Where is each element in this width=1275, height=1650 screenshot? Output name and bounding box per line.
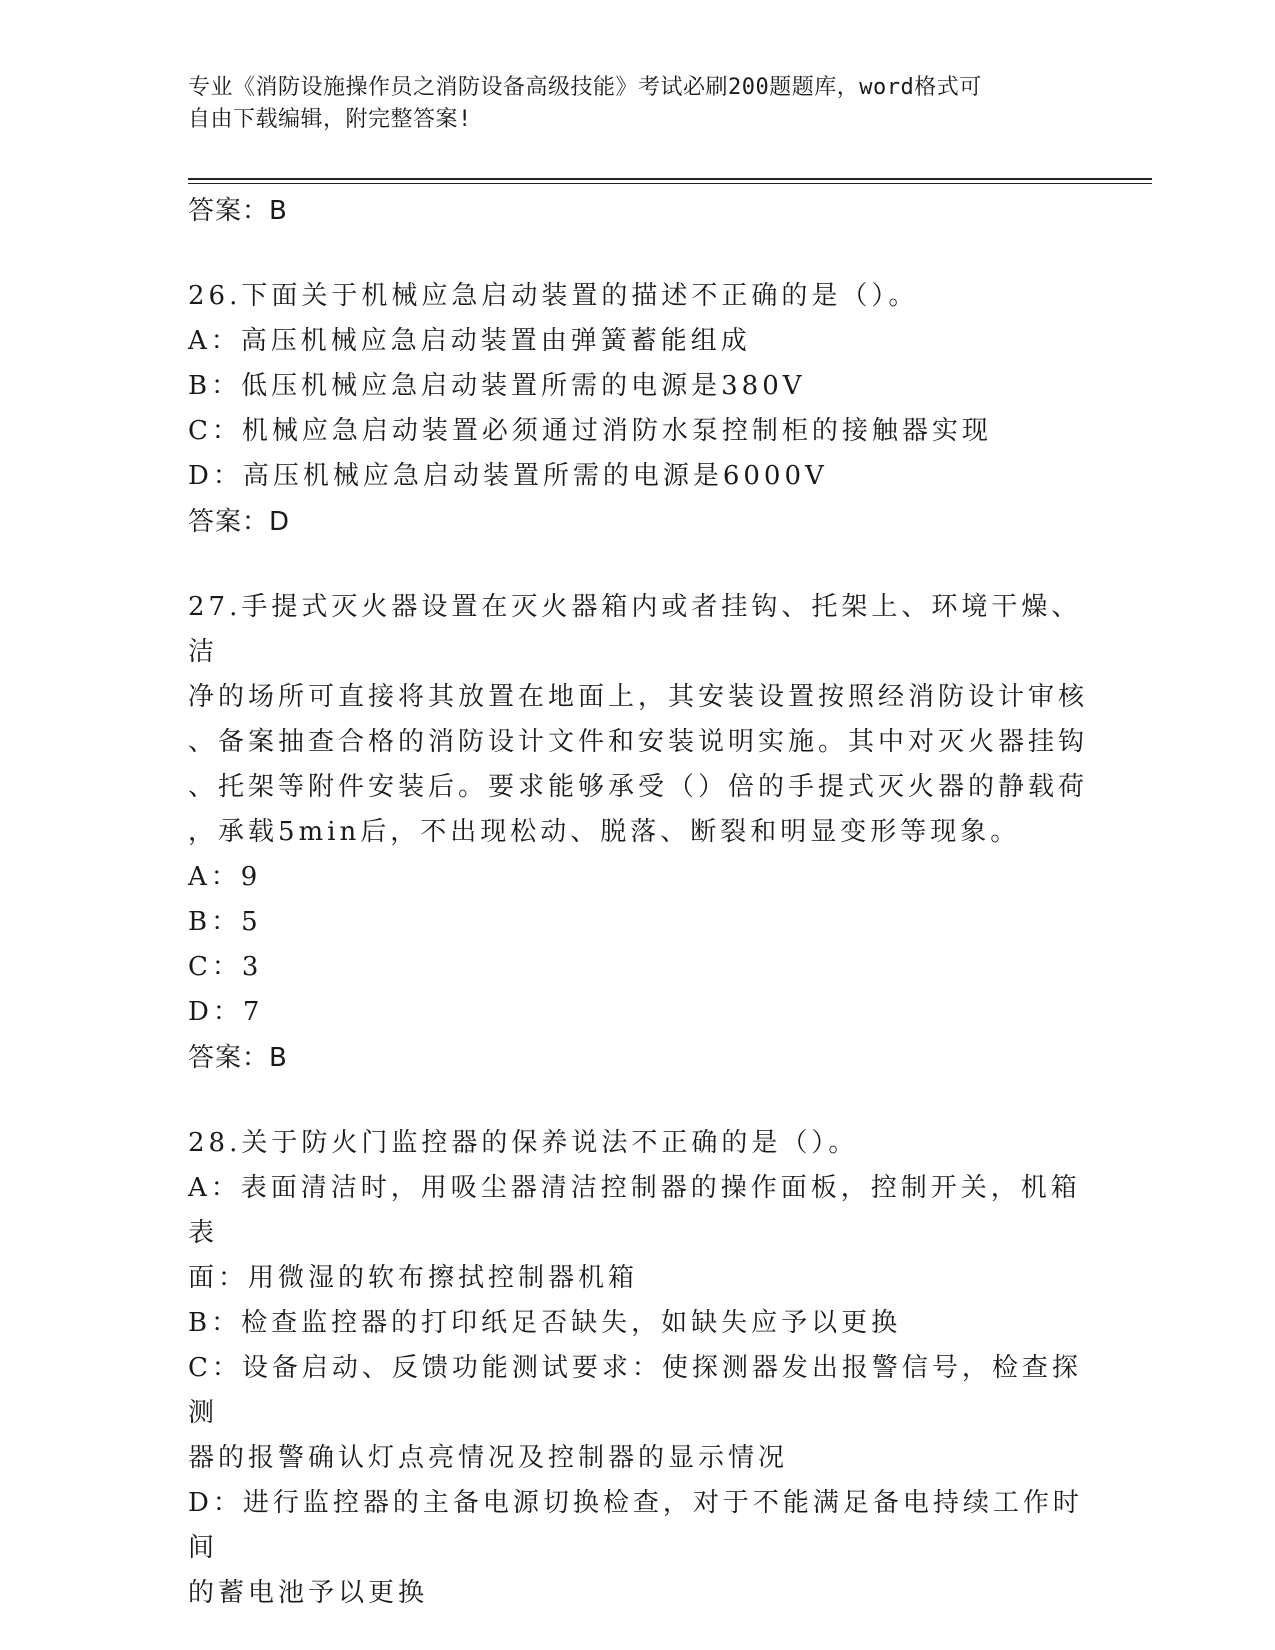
page-header bbox=[188, 72, 1068, 136]
question-stem-line: 净的场所可直接将其放置在地面上，其安装设置按照经消防设计审核 bbox=[188, 682, 1089, 712]
question-stem: 28.关于防火门监控器的保养说法不正确的是（）。 bbox=[188, 1128, 859, 1158]
option-a: A：高压机械应急启动装置由弹簧蓄能组成 bbox=[188, 326, 751, 356]
question-stem-line: 27.手提式灭火器设置在灭火器箱内或者挂钩、托架上、环境干燥、洁 bbox=[188, 592, 1082, 667]
question-stem-line: ，承载5min后，不出现松动、脱落、断裂和明显变形等现象。 bbox=[188, 817, 1021, 847]
answer: 答案：B bbox=[188, 1043, 288, 1073]
question-stem-line: 、备案抽查合格的消防设计文件和安装说明实施。其中对灭火器挂钩 bbox=[188, 727, 1089, 757]
answer: 答案：D bbox=[188, 507, 291, 537]
option-line: C：设备启动、反馈功能测试要求：使探测器发出报警信号，检查探测 bbox=[188, 1353, 1082, 1428]
option-a: A：9 bbox=[188, 862, 262, 892]
option-line: A：表面清洁时，用吸尘器清洁控制器的操作面板，控制开关，机箱表 bbox=[188, 1173, 1081, 1248]
header-divider bbox=[188, 178, 1152, 184]
option-line: 的蓄电池予以更换 bbox=[188, 1578, 429, 1608]
option-c: C：机械应急启动装置必须通过消防水泵控制柜的接触器实现 bbox=[188, 416, 992, 446]
question-27 bbox=[188, 585, 1088, 1081]
option-b: B：低压机械应急启动装置所需的电源是380V bbox=[188, 371, 806, 401]
header-line-2: 自由下载编辑，附完整答案! bbox=[188, 107, 472, 132]
option-d: D：高压机械应急启动装置所需的电源是6000V bbox=[188, 461, 828, 491]
option-line: 面：用微湿的软布擦拭控制器机箱 bbox=[188, 1263, 639, 1293]
question-26 bbox=[188, 274, 1088, 545]
question-stem-line: 、托架等附件安装后。要求能够承受（）倍的手提式灭火器的静载荷 bbox=[188, 772, 1089, 802]
answer-previous: 答案：B bbox=[188, 196, 288, 226]
option-c: C：3 bbox=[188, 952, 263, 982]
question-stem: 26.下面关于机械应急启动装置的描述不正确的是（）。 bbox=[188, 281, 919, 311]
option-b: B：5 bbox=[188, 907, 262, 937]
option-line: B：检查监控器的打印纸足否缺失，如缺失应予以更换 bbox=[188, 1308, 902, 1338]
option-d: D：7 bbox=[188, 997, 264, 1027]
question-28 bbox=[188, 1121, 1088, 1616]
header-line-1: 专业《消防设施操作员之消防设备高级技能》考试必刷200题题库，word格式可 bbox=[188, 75, 982, 100]
document-body bbox=[188, 188, 1088, 1616]
option-line: 器的报警确认灯点亮情况及控制器的显示情况 bbox=[188, 1443, 789, 1473]
option-line: D：进行监控器的主备电源切换检查，对于不能满足备电持续工作时间 bbox=[188, 1488, 1083, 1563]
